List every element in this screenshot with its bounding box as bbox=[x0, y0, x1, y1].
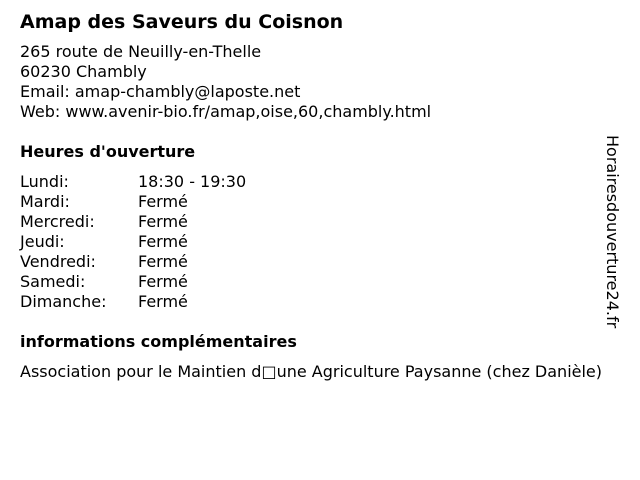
day-label: Dimanche: bbox=[20, 292, 107, 311]
day-label: Mercredi: bbox=[20, 212, 95, 231]
day-label: Mardi: bbox=[20, 192, 70, 211]
store-address bbox=[20, 42, 610, 122]
day-label: Lundi: bbox=[20, 172, 69, 191]
info-text: Association pour le Maintien d□une Agriculture Paysanne (chez Danièle) bbox=[20, 362, 603, 381]
hours-row-monday bbox=[20, 172, 610, 192]
day-hours: Fermé bbox=[138, 192, 188, 211]
day-label: Jeudi: bbox=[20, 232, 65, 251]
day-label: Vendredi: bbox=[20, 252, 96, 271]
hours-row-tuesday bbox=[20, 192, 610, 212]
store-title: Amap des Saveurs du Coisnon bbox=[20, 11, 344, 33]
store-card bbox=[20, 10, 610, 382]
hours-table bbox=[20, 172, 610, 312]
site-watermark: Horairesdouverture24.fr bbox=[603, 135, 622, 329]
hours-row-saturday bbox=[20, 272, 610, 292]
address-line1: 265 route de Neuilly-en-Thelle bbox=[20, 42, 262, 61]
hours-row-thursday bbox=[20, 232, 610, 252]
hours-row-wednesday bbox=[20, 212, 610, 232]
day-hours: Fermé bbox=[138, 212, 188, 231]
hours-heading: Heures d'ouverture bbox=[20, 142, 196, 161]
store-email: Email: amap-chambly@laposte.net bbox=[20, 82, 301, 101]
day-label: Samedi: bbox=[20, 272, 86, 291]
hours-row-sunday bbox=[20, 292, 610, 312]
day-hours: Fermé bbox=[138, 252, 188, 271]
day-hours: Fermé bbox=[138, 272, 188, 291]
day-hours: Fermé bbox=[138, 292, 188, 311]
address-line2: 60230 Chambly bbox=[20, 62, 147, 81]
day-hours: 18:30 - 19:30 bbox=[138, 172, 247, 191]
hours-row-friday bbox=[20, 252, 610, 272]
store-web: Web: www.avenir-bio.fr/amap,oise,60,chambly.html bbox=[20, 102, 432, 121]
day-hours: Fermé bbox=[138, 232, 188, 251]
info-heading: informations complémentaires bbox=[20, 332, 297, 351]
